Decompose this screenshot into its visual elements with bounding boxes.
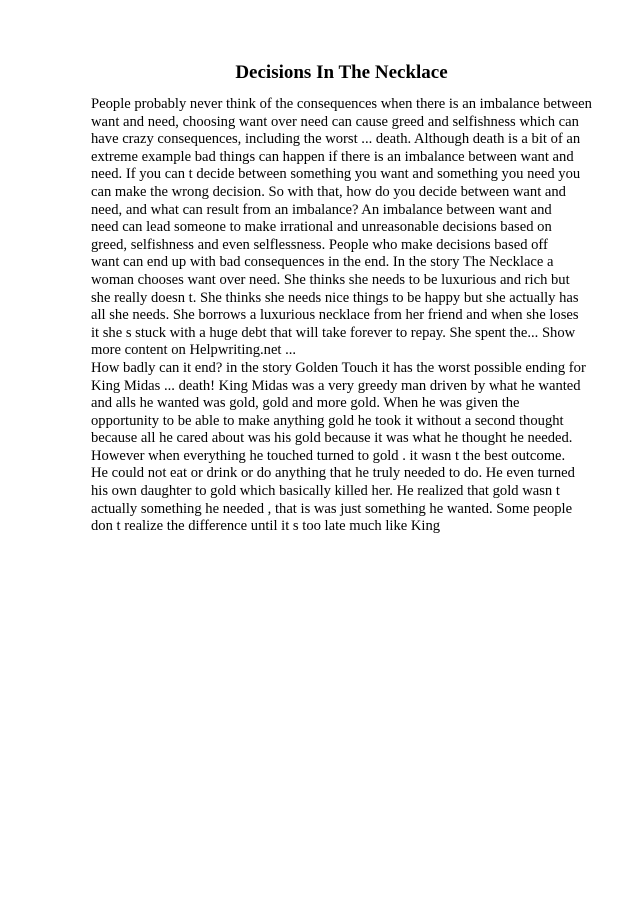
- text-line: can make the wrong decision. So with that, how do you decide between want and: [91, 183, 566, 200]
- text-line: need. If you can t decide between something you want and something you need you: [91, 166, 581, 183]
- text-line: opportunity to be able to make anything gold he took it without a second thought: [91, 412, 564, 429]
- text-line: want can end up with bad consequences in the end. In the story The Necklace a: [91, 254, 554, 271]
- text-line: and alls he wanted was gold, gold and more gold. When he was given the: [91, 395, 520, 412]
- document-title: Decisions In The Necklace: [235, 62, 448, 83]
- text-line: have crazy consequences, including the worst ... death. Although death is a bit of an: [91, 131, 581, 148]
- text-line: extreme example bad things can happen if there is an imbalance between want and: [91, 148, 574, 165]
- text-line: greed, selfishness and even selflessness. People who make decisions based off: [91, 236, 548, 253]
- text-line: it she s stuck with a huge debt that will take forever to repay. She spent the... Show: [91, 324, 576, 341]
- text-line: How badly can it end? in the story Golden Touch it has the worst possible ending for: [91, 359, 586, 376]
- text-line: He could not eat or drink or do anything that he truly needed to do. He even turned: [91, 465, 575, 482]
- text-line: his own daughter to gold which basically killed her. He realized that gold wasn t: [91, 483, 560, 500]
- text-line: don t realize the difference until it s too late much like King: [91, 518, 441, 535]
- text-line: However when everything he touched turned to gold . it wasn t the best outcome.: [91, 447, 566, 464]
- text-line: she really doesn t. She thinks she needs nice things to be happy but she actually has: [91, 289, 579, 306]
- text-line: need, and what can result from an imbalance? An imbalance between want and: [91, 201, 552, 218]
- text-line: woman chooses want over need. She thinks she needs to be luxurious and rich but: [91, 271, 570, 288]
- text-line: want and need, choosing want over need can cause greed and selfishness which can: [91, 113, 579, 130]
- text-line: all she needs. She borrows a luxurious necklace from her friend and when she loses: [91, 307, 579, 324]
- text-line: People probably never think of the consequences when there is an imbalance between: [91, 96, 592, 112]
- text-line: King Midas ... death! King Midas was a very greedy man driven by what he wanted: [91, 377, 581, 394]
- document-body: [91, 96, 601, 536]
- text-line: actually something he needed , that is was just something he wanted. Some people: [91, 500, 573, 517]
- text-line: need can lead someone to make irrational and unreasonable decisions based on: [91, 219, 552, 236]
- text-line: because all he cared about was his gold because it was what he thought he needed.: [91, 430, 573, 447]
- text-line: more content on Helpwriting.net ...: [91, 342, 297, 359]
